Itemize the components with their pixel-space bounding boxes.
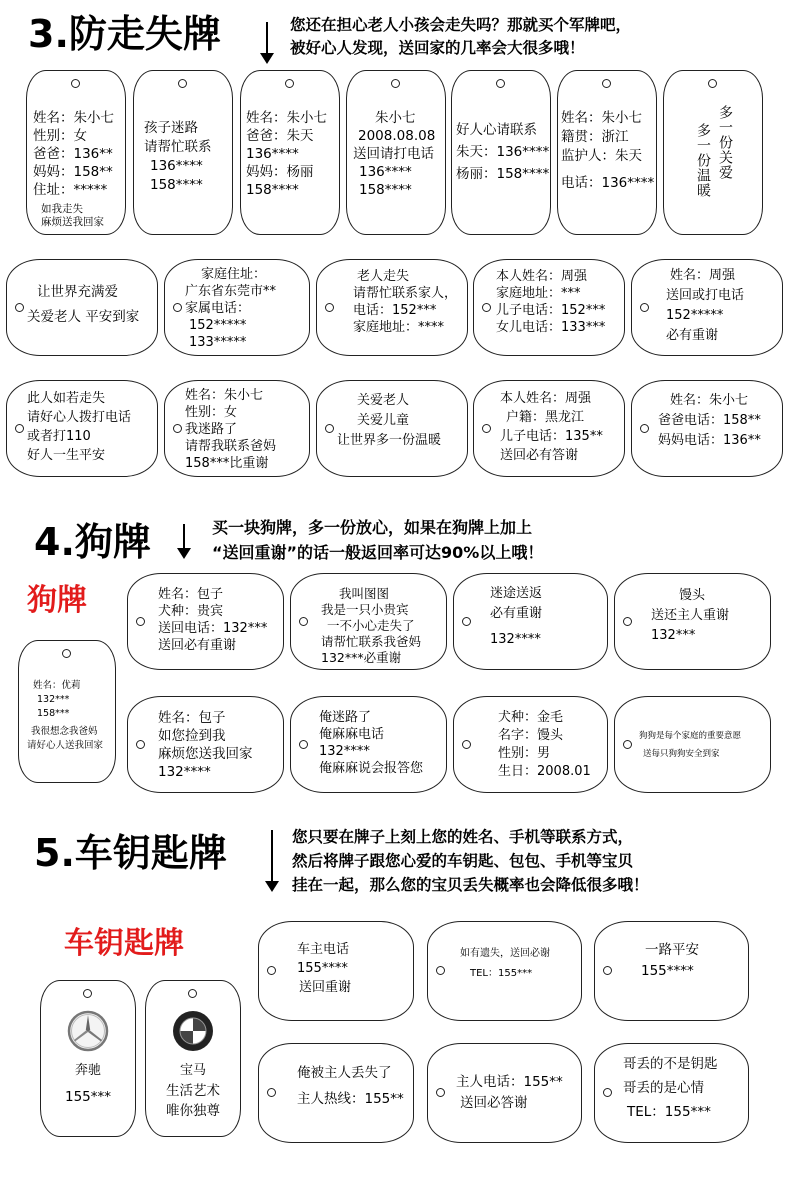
- horizontal-tag: 俺迷路了 俺麻麻电话 132**** 俺麻麻说会报答您: [290, 696, 447, 793]
- section-5-description: 您只要在牌子上刻上您的姓名、手机等联系方式， 然后将牌子跟您心爱的车钥匙、包包、手机等宝贝 挂在一起，那么您的宝贝丢失概率也会降低很多哦！: [292, 828, 649, 894]
- tag-hole: [188, 989, 197, 998]
- horizontal-tag: 让世界充满爱 关爱老人 平安到家: [6, 259, 158, 356]
- tag-hole: [15, 303, 24, 312]
- section-4-title: 4.狗牌: [34, 520, 151, 564]
- horizontal-tag: 本人姓名：周强 家庭地址：*** 儿子电话：152*** 女儿电话：133***: [473, 259, 625, 356]
- tag-hole: [136, 740, 145, 749]
- vertical-tag: 姓名：朱小七 性别：女 爸爸：136** 妈妈：158** 住址：***** 如我走失 麻烦送我回家: [26, 70, 126, 235]
- horizontal-tag: 犬种：金毛 名字：馒头 性别：男 生日：2008.01: [453, 696, 608, 793]
- tag-hole: [391, 79, 400, 88]
- tag-hole: [462, 617, 471, 626]
- tag-hole: [708, 79, 717, 88]
- tag-hole: [603, 1088, 612, 1097]
- horizontal-tag: 狗狗是每个家庭的重要意愿 送每只狗狗安全到家: [614, 696, 771, 793]
- tag-hole: [173, 424, 182, 433]
- tag-hole: [173, 303, 182, 312]
- vertical-tag: 宝马 生活艺术 唯你独尊: [145, 980, 241, 1137]
- tag-hole: [83, 989, 92, 998]
- tag-hole: [482, 424, 491, 433]
- vertical-tag: 好人心请联系 朱天：136**** 杨丽：158****: [451, 70, 551, 235]
- tag-hole: [640, 303, 649, 312]
- horizontal-tag: 如有遗失，送回必谢 TEL：155***: [427, 921, 582, 1021]
- down-arrow-icon: [174, 524, 194, 560]
- tag-hole: [602, 79, 611, 88]
- tag-hole: [482, 303, 491, 312]
- tag-hole: [496, 79, 505, 88]
- tag-hole: [325, 424, 334, 433]
- down-arrow-icon: [257, 22, 277, 64]
- tag-hole: [15, 424, 24, 433]
- mercedes-logo-icon: [66, 1009, 110, 1053]
- tag-hole: [623, 740, 632, 749]
- tag-hole: [62, 649, 71, 658]
- horizontal-tag: 姓名：包子 犬种：贵宾 送回电话：132*** 送回必有重谢: [127, 573, 284, 670]
- tag-hole: [136, 617, 145, 626]
- section-3-description: 您还在担心老人小孩会走失吗？那就买个军牌吧， 被好心人发现，送回家的几率会大很多哦！: [290, 16, 632, 57]
- bmw-logo-icon: [171, 1009, 215, 1053]
- tag-hole: [623, 617, 632, 626]
- horizontal-tag: 老人走失 请帮忙联系家人， 电话：152*** 家庭地址：****: [316, 259, 468, 356]
- tag-hole: [178, 79, 187, 88]
- dog-tag-label: 狗牌: [27, 583, 87, 618]
- tag-hole: [325, 303, 334, 312]
- tag-hole: [462, 740, 471, 749]
- horizontal-tag: 本人姓名：周强 户籍：黑龙江 儿子电话：135** 送回必有答谢: [473, 380, 625, 477]
- section-5-title: 5.车钥匙牌: [34, 831, 227, 875]
- vertical-tag: 孩子迷路 请帮忙联系 136**** 158****: [133, 70, 233, 235]
- vertical-tag: 朱小七 2008.08.08 送回请打电话 136**** 158****: [346, 70, 446, 235]
- horizontal-tag: 关爱老人 关爱儿童 让世界多一份温暖: [316, 380, 468, 477]
- horizontal-tag: 姓名：朱小七 爸爸电话：158** 妈妈电话：136**: [631, 380, 783, 477]
- horizontal-tag: 车主电话 155**** 送回重谢: [258, 921, 414, 1021]
- tag-hole: [436, 966, 445, 975]
- tag-hole: [267, 966, 276, 975]
- tag-hole: [299, 740, 308, 749]
- vertical-tag: 姓名：朱小七 籍贯：浙江 监护人：朱天 电话：136****: [557, 70, 657, 235]
- horizontal-tag: 家庭住址： 广东省东莞市** 家属电话： 152***** 133*****: [164, 259, 310, 356]
- tag-hole: [299, 617, 308, 626]
- vertical-tag: 奔驰 155***: [40, 980, 136, 1137]
- down-arrow-icon: [262, 830, 282, 892]
- vertical-tag: 姓名：优莉 132*** 158*** 我很想念我爸妈 请好心人送我回家: [18, 640, 116, 783]
- horizontal-tag: 姓名：包子 如您捡到我 麻烦您送我回家 132****: [127, 696, 284, 793]
- horizontal-tag: 主人电话：155** 送回必答谢: [427, 1043, 582, 1143]
- section-4-description: 买一块狗牌，多一份放心，如果在狗牌上加上 “送回重谢”的话一般返回率可达90%以上哦！: [212, 518, 544, 562]
- horizontal-tag: 我叫图图 我是一只小贵宾 一不小心走失了 请帮忙联系我爸妈 132***必重谢: [290, 573, 447, 670]
- horizontal-tag: 迷途送返 必有重谢 132****: [453, 573, 608, 670]
- car-key-tag-label: 车钥匙牌: [64, 926, 184, 961]
- horizontal-tag: 馒头 送还主人重谢 132***: [614, 573, 771, 670]
- horizontal-tag: 姓名：周强 送回或打电话 152***** 必有重谢: [631, 259, 783, 356]
- tag-hole: [603, 966, 612, 975]
- tag-hole: [436, 1088, 445, 1097]
- section-3-title: 3.防走失牌: [28, 12, 221, 56]
- tag-hole: [71, 79, 80, 88]
- horizontal-tag: 姓名：朱小七 性别：女 我迷路了 请帮我联系爸妈 158***比重谢: [164, 380, 310, 477]
- horizontal-tag: 此人如若走失 请好心人拨打电话 或者打110 好人一生平安: [6, 380, 158, 477]
- horizontal-tag: 一路平安 155****: [594, 921, 749, 1021]
- tag-hole: [285, 79, 294, 88]
- vertical-tag: 姓名：朱小七 爸爸：朱天 136**** 妈妈：杨丽 158****: [240, 70, 340, 235]
- tag-hole: [640, 424, 649, 433]
- tag-hole: [267, 1088, 276, 1097]
- horizontal-tag: 俺被主人丢失了 主人热线：155**: [258, 1043, 414, 1143]
- vertical-tag: 多一份关爱 多一份温暖: [663, 70, 763, 235]
- horizontal-tag: 哥丢的不是钥匙 哥丢的是心情 TEL：155***: [594, 1043, 749, 1143]
